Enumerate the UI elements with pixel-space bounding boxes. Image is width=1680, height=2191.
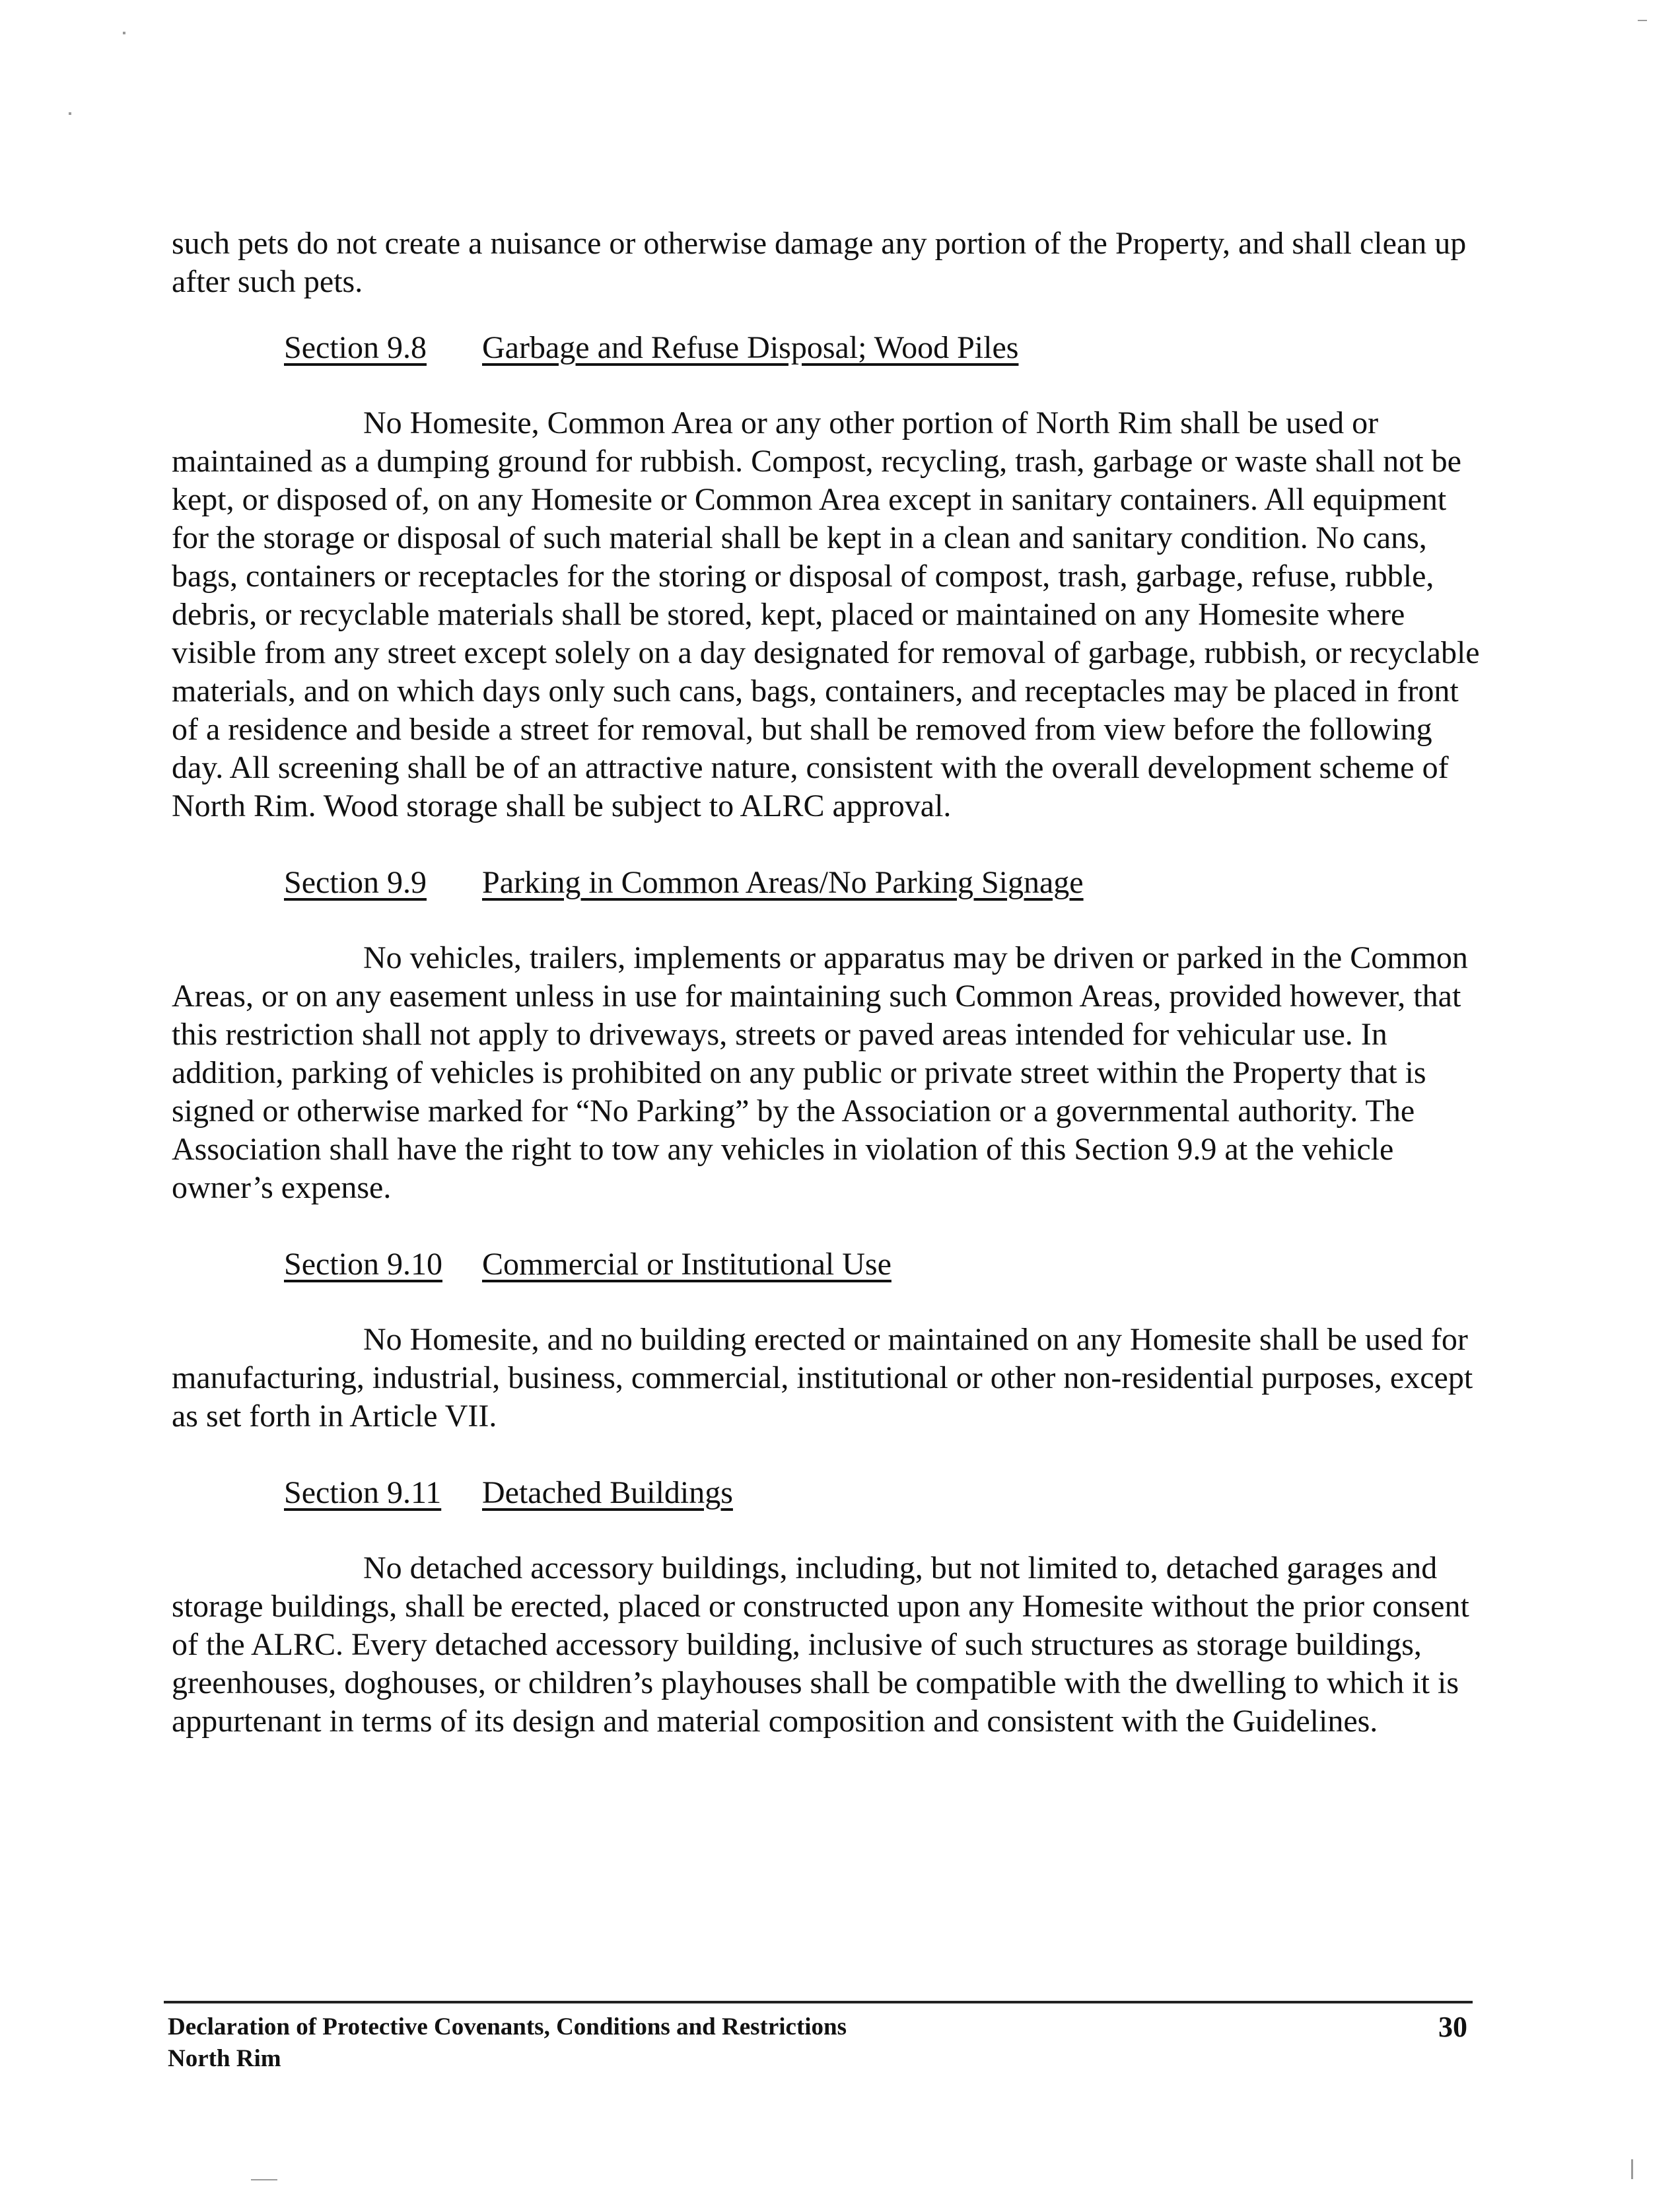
- footer-divider: [164, 2001, 1473, 2003]
- section-number: Section 9.8: [284, 330, 427, 365]
- scan-speck: [123, 32, 125, 34]
- section-number: Section 9.9: [284, 865, 427, 900]
- continuation-paragraph: such pets do not create a nuisance or otherwise damage any portion of the Property, and shall clean up after such pets.: [172, 226, 1467, 299]
- footer-document-title: Declaration of Protective Covenants, Conditions and Restrictions: [168, 2013, 847, 2040]
- section-heading-9-11: [172, 1474, 1486, 1512]
- section-body-9-11: No detached accessory buildings, including, but not limited to, detached garages and storage buildings, shall be erected, placed or constructed upon any Homesite without the prior consent of the ALRC. Every detached accessory building, inclusive of such structures as storage buildings, greenhouses, doghouses, or children’s playhouses shall be compatible with the dwelling to which it is appurtenant in terms of its design and material composition and consistent with the Guidelines.: [172, 1550, 1469, 1739]
- section-body-9-9: No vehicles, trailers, implements or apparatus may be driven or parked in the Common Areas, or on any easement unless in use for maintaining such Common Areas, provided however, that this restriction shall not apply to driveways, streets or paved areas intended for vehicular use. In addition, parking of vehicles is prohibited on any public or private street within the Property that is signed or otherwise marked for “No Parking” by the Association or a governmental authority. The Association shall have the right to tow any vehicles in violation of this Section 9.9 at the vehicle owner’s expense.: [172, 940, 1468, 1205]
- scan-speck: [1631, 2159, 1633, 2179]
- section-heading-9-10: [172, 1245, 1486, 1284]
- section-number: Section 9.10: [284, 1247, 442, 1282]
- section-title: Commercial or Institutional Use: [482, 1247, 892, 1282]
- section-heading-9-8: [172, 329, 1486, 367]
- document-body: [172, 225, 1486, 1779]
- section-title: Garbage and Refuse Disposal; Wood Piles: [482, 330, 1019, 365]
- section-heading-9-9: [172, 864, 1486, 902]
- scan-speck: [251, 2179, 277, 2180]
- scan-speck: [1638, 20, 1647, 21]
- section-body-9-8: No Homesite, Common Area or any other portion of North Rim shall be used or maintained as a dumping ground for rubbish. Compost, recycling, trash, garbage or waste shall not be kept, or disposed of, on any Homesite or Common Area except in sanitary containers. All equipment for the storage or disposal of such material shall be kept in a clean and sanitary condition. No cans, bags, containers or receptacles for the storing or disposal of compost, trash, garbage, refuse, rubble, debris, or recyclable materials shall be stored, kept, placed or maintained on any Homesite where visible from any street except solely on a day designated for removal of garbage, rubbish, or recyclable materials, and on which days only such cans, bags, containers, and receptacles may be placed in front of a residence and beside a street for removal, but shall be removed from view before the following day. All screening shall be of an attractive nature, consistent with the overall development scheme of North Rim. Wood storage shall be subject to ALRC approval.: [172, 405, 1480, 823]
- section-title: Parking in Common Areas/No Parking Signage: [482, 865, 1084, 900]
- scan-speck: [69, 112, 71, 115]
- page-number: 30: [1438, 2011, 1467, 2043]
- footer-project-name: North Rim: [168, 2045, 281, 2072]
- section-number: Section 9.11: [284, 1475, 442, 1510]
- page-footer: [168, 2011, 1473, 2075]
- section-title: Detached Buildings: [482, 1475, 733, 1510]
- section-body-9-10: No Homesite, and no building erected or maintained on any Homesite shall be used for manufacturing, industrial, business, commercial, institutional or other non-residential purposes, except as set forth in Article VII.: [172, 1322, 1473, 1434]
